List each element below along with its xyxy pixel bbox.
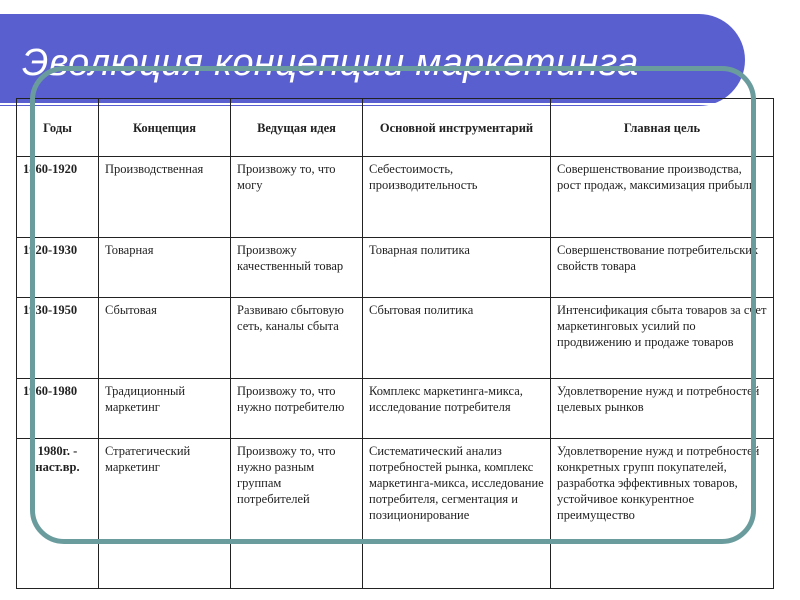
cell-concept: Производственная [99,157,231,238]
table-row [17,157,774,238]
header-goal: Главная цель [551,99,774,157]
cell-idea: Развиваю сбытовую сеть, каналы сбыта [231,298,363,379]
table-row [17,439,774,589]
header-idea: Ведущая идея [231,99,363,157]
cell-goal: Совершенствование производства, рост продаж, максимизация прибыли [551,157,774,238]
cell-years: 1920-1930 [17,238,99,298]
cell-goal: Удовлетворение нужд и потребностей конкретных групп покупателей, разработка эффективных товаров, устойчивое конкурентное преимущество [551,439,774,589]
cell-concept: Стратегический маркетинг [99,439,231,589]
cell-idea: Произвожу то, что нужно разным группам потребителей [231,439,363,589]
cell-goal: Удовлетворение нужд и потребностей целевых рынков [551,379,774,439]
cell-concept: Товарная [99,238,231,298]
header-years: Годы [17,99,99,157]
cell-years: 1980г. - наст.вр. [17,439,99,589]
header-concept: Концепция [99,99,231,157]
cell-tools: Комплекс маркетинга-микса, исследование потребителя [363,379,551,439]
table-row [17,238,774,298]
cell-tools: Систематический анализ потребностей рынка, комплекс маркетинга-микса, исследование потребителя, сегментация и позиционирование [363,439,551,589]
cell-goal: Интенсификация сбыта товаров за счет маркетинговых усилий по продвижению и продаже товаров [551,298,774,379]
cell-years: 1960-1980 [17,379,99,439]
table-row [17,298,774,379]
cell-goal: Совершенствование потребительских свойств товара [551,238,774,298]
title-banner [0,14,745,106]
cell-idea: Произвожу качественный товар [231,238,363,298]
page-title: Эволюция концепции маркетинга [22,42,639,84]
concept-table [16,98,774,589]
cell-concept: Традиционный маркетинг [99,379,231,439]
table-header-row [17,99,774,157]
cell-years: 1930-1950 [17,298,99,379]
cell-tools: Сбытовая политика [363,298,551,379]
cell-idea: Произвожу то, что нужно потребителю [231,379,363,439]
header-tools: Основной инструментарий [363,99,551,157]
cell-tools: Себестоимость, производительность [363,157,551,238]
cell-idea: Произвожу то, что могу [231,157,363,238]
cell-tools: Товарная политика [363,238,551,298]
cell-concept: Сбытовая [99,298,231,379]
table-row [17,379,774,439]
cell-years: 1860-1920 [17,157,99,238]
